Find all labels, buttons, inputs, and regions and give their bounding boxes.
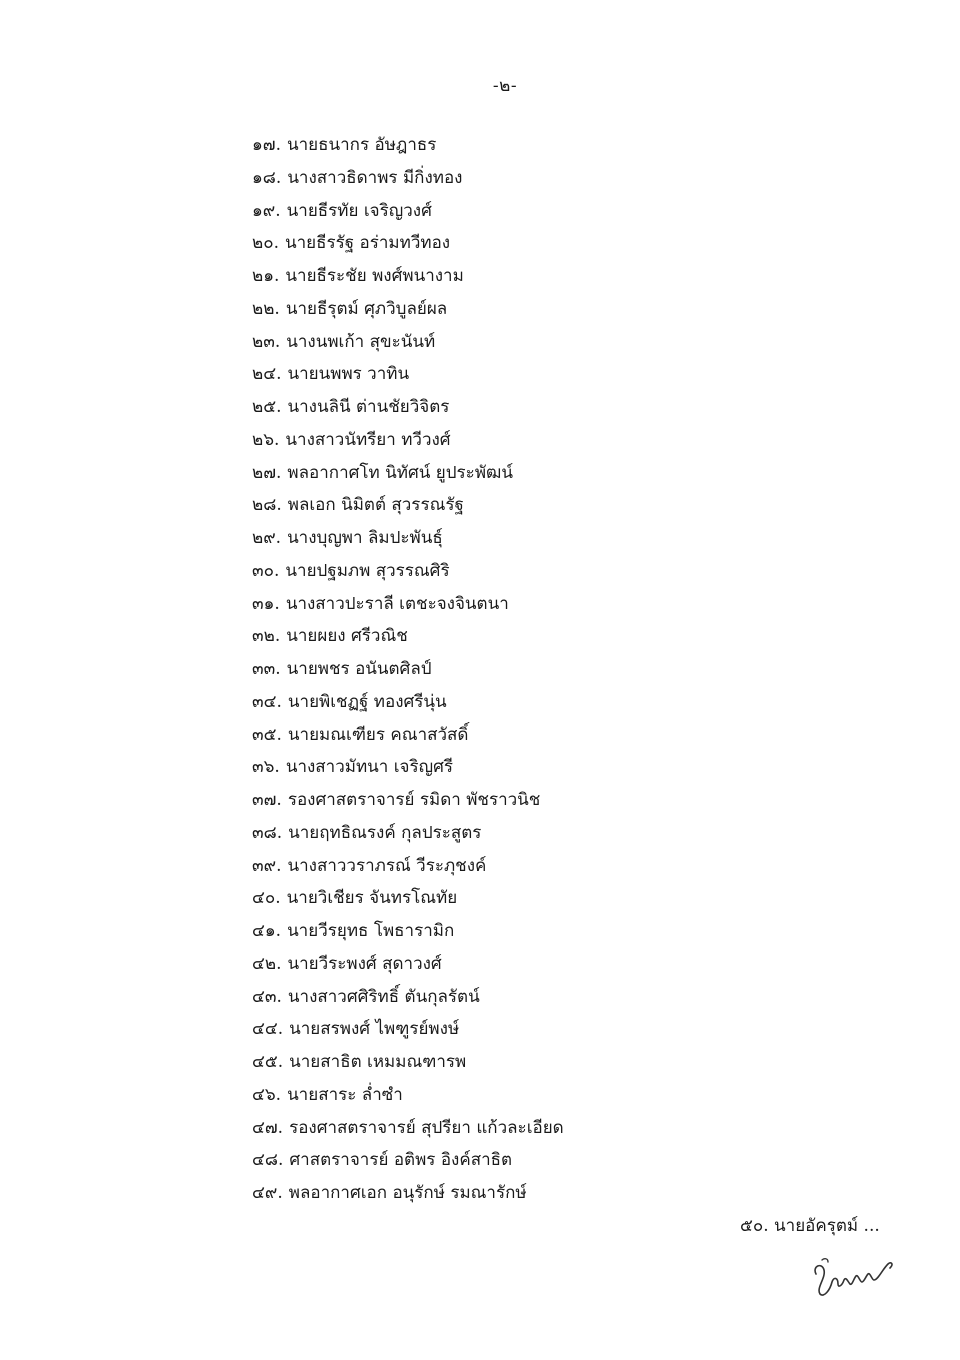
list-item: [252, 751, 564, 784]
item-number: ๔๖.: [252, 1084, 282, 1105]
item-number: ๓๕.: [252, 724, 282, 745]
item-name: รองศาสตราจารย์ สุปรียา แก้วละเอียด: [289, 1117, 564, 1138]
item-name: นายฤทธิณรงค์ กุลประสูตร: [288, 822, 482, 843]
item-name: พลอากาศโท นิทัศน์ ยูประพัฒน์: [287, 462, 513, 483]
list-item: [252, 882, 564, 915]
list-item: [252, 391, 564, 424]
item-number: ๔๙.: [252, 1183, 283, 1203]
item-number: ๓๘.: [252, 822, 283, 843]
item-number: ๔๐.: [252, 888, 281, 909]
item-name: นายวิเชียร จันทรโณทัย: [286, 888, 458, 909]
item-name: รองศาสตราจารย์ รมิดา พัชราวนิช: [287, 790, 541, 810]
item-name: พลอากาศเอก อนุรักษ์ รมณารักษ์: [288, 1183, 527, 1203]
item-number: ๓๔.: [252, 691, 282, 712]
list-item: [252, 948, 564, 981]
item-number: ๒๑.: [252, 266, 280, 286]
list-item: [252, 293, 564, 326]
list-item: [252, 227, 564, 260]
list-item: [252, 129, 564, 162]
item-number: ๑๘.: [252, 167, 282, 188]
item-number: ๒๒.: [252, 298, 280, 319]
item-number: ๓๙.: [252, 855, 282, 876]
item-number: ๒๗.: [252, 462, 282, 483]
name-list: [252, 129, 564, 1210]
item-name: นางสาวศศิริทธิ์ ตันกุลรัตน์: [287, 986, 480, 1007]
item-name: นายผยง ศรีวณิช: [286, 626, 408, 647]
item-number: ๒๖.: [252, 429, 280, 450]
item-name: นายมณเฑียร คณาสวัสดิ์: [287, 724, 469, 745]
item-name: นางสาวนัทรียา ทวีวงศ์: [285, 429, 451, 450]
item-number: ๑๙.: [252, 200, 281, 221]
page-number: -๒-: [492, 76, 518, 96]
signature-initials: [808, 1252, 898, 1300]
item-number: ๓๓.: [252, 659, 281, 679]
list-item: [252, 489, 564, 522]
list-item: [252, 1079, 564, 1112]
list-item: [252, 162, 564, 195]
item-name: นายธีรทัย เจริญวงศ์: [286, 200, 432, 221]
list-item: [252, 195, 564, 228]
item-name: นายพชร อนันตศิลป์: [286, 659, 432, 679]
continuation-note: ๕๐. นายอัครุตม์ ...: [740, 1216, 880, 1236]
item-name: นางสาวธิดาพร มีกิ่งทอง: [287, 167, 463, 188]
item-number: ๒๘.: [252, 495, 282, 516]
item-name: นางบุญพา ลิมปะพันธุ์: [287, 528, 443, 548]
item-number: ๓๑.: [252, 593, 280, 614]
item-number: ๔๘.: [252, 1150, 284, 1171]
list-item: [252, 555, 564, 588]
list-item: [252, 522, 564, 555]
item-number: ๒๔.: [252, 364, 282, 385]
item-name: นายสาธิต เหมมณฑารพ: [289, 1052, 467, 1072]
list-item: [252, 620, 564, 653]
item-number: ๒๐.: [252, 233, 279, 254]
item-number: ๔๒.: [252, 953, 282, 974]
item-name: นายวีรยุทธ โพธารามิก: [287, 921, 455, 941]
item-name: นางสาววราภรณ์ วีระภุชงค์: [287, 855, 487, 876]
item-number: ๔๑.: [252, 921, 282, 941]
item-name: นายธีรุตม์ ศุภวิบูลย์ผล: [285, 298, 448, 319]
item-name: นายวีระพงศ์ สุดาวงศ์: [287, 953, 442, 974]
item-number: ๔๓.: [252, 986, 282, 1007]
item-name: นายธนากร อัษฎาธร: [286, 135, 437, 155]
item-number: ๔๕.: [252, 1052, 284, 1072]
item-name: นางนลินี ต่านชัยวิจิตร: [287, 397, 450, 417]
list-item: [252, 457, 564, 490]
list-item: [252, 326, 564, 359]
list-item: [252, 981, 564, 1014]
item-number: ๓๐.: [252, 560, 280, 581]
list-item: [252, 1144, 564, 1177]
item-name: นายสาระ ล่ำซำ: [287, 1084, 403, 1105]
list-item: [252, 686, 564, 719]
item-name: นายสรพงศ์ ไพฑูรย์พงษ์: [289, 1019, 460, 1040]
item-name: ศาสตราจารย์ อติพร อิงค์สาธิต: [289, 1150, 513, 1171]
item-number: ๔๔.: [252, 1019, 284, 1040]
item-number: ๓๗.: [252, 790, 282, 810]
item-name: นายพิเชฏฐ์ ทองศรีนุ่น: [287, 691, 447, 712]
item-number: ๒๓.: [252, 331, 281, 352]
item-name: นางสาวมัทนา เจริญศรี: [285, 757, 454, 778]
item-number: ๒๙.: [252, 528, 282, 548]
item-number: ๓๖.: [252, 757, 280, 778]
list-item: [252, 260, 564, 293]
item-name: นายนพพร วาทิน: [287, 364, 410, 385]
list-item: [252, 915, 564, 948]
list-item: [252, 784, 564, 817]
list-item: [252, 588, 564, 621]
item-name: นายปฐมภพ สุวรรณศิริ: [285, 560, 450, 581]
item-name: นายธีระชัย พงศ์พนางาม: [285, 266, 464, 286]
item-name: พลเอก นิมิตต์ สุวรรณรัฐ: [287, 495, 464, 516]
list-item: [252, 1112, 564, 1145]
list-item: [252, 653, 564, 686]
item-name: นายธีรรัฐ อร่ามทวีทอง: [285, 233, 451, 254]
list-item: [252, 1013, 564, 1046]
item-name: นางนพเก้า สุขะนันท์: [286, 331, 436, 352]
list-item: [252, 358, 564, 391]
list-item: [252, 424, 564, 457]
item-name: นางสาวปะราลี เตชะจงจินตนา: [285, 593, 509, 614]
list-item: [252, 719, 564, 752]
item-number: ๓๒.: [252, 626, 281, 647]
list-item: [252, 1177, 564, 1210]
list-item: [252, 817, 564, 850]
item-number: ๔๗.: [252, 1117, 284, 1138]
item-number: ๑๗.: [252, 135, 281, 155]
list-item: [252, 850, 564, 883]
item-number: ๒๕.: [252, 397, 282, 417]
list-item: [252, 1046, 564, 1079]
